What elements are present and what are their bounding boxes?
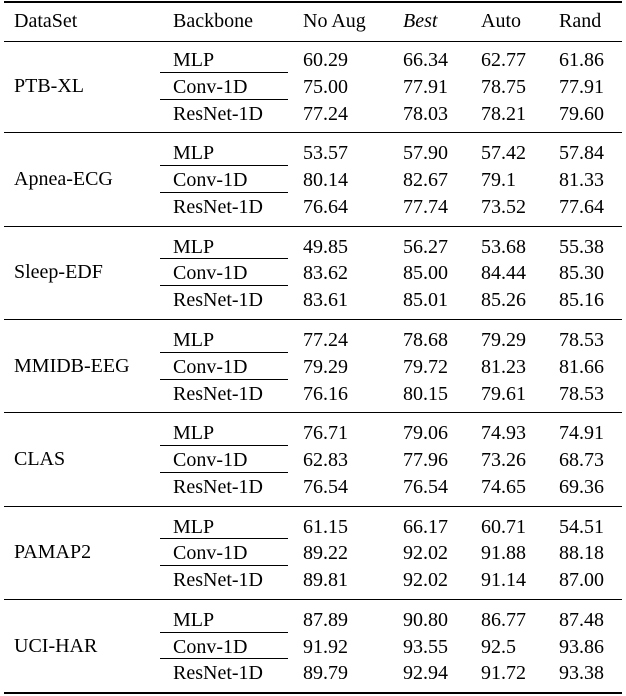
value-cell: 79.72	[403, 355, 448, 378]
backbone-cell: MLP	[173, 422, 215, 445]
backbone-rule	[160, 192, 288, 193]
backbone-rule	[160, 72, 288, 73]
backbone-cell: Conv-1D	[173, 355, 248, 378]
backbone-rule	[160, 658, 288, 659]
value-cell: 57.90	[403, 142, 448, 165]
backbone-rule	[160, 352, 288, 353]
value-cell: 84.44	[481, 262, 526, 285]
value-cell: 87.00	[559, 569, 604, 592]
group-rule	[4, 319, 622, 320]
backbone-rule	[160, 445, 288, 446]
value-cell: 66.34	[403, 49, 448, 71]
value-cell: 85.16	[559, 289, 604, 312]
value-cell: 62.83	[303, 449, 348, 471]
dataset-label: Apnea-ECG	[14, 168, 113, 191]
backbone-cell: MLP	[173, 49, 215, 71]
backbone-rule	[160, 632, 288, 633]
value-cell: 78.03	[403, 102, 448, 125]
backbone-cell: Conv-1D	[173, 262, 248, 285]
dataset-label: MMIDB-EEG	[14, 354, 130, 377]
value-cell: 87.48	[559, 608, 604, 631]
value-cell: 79.06	[403, 422, 448, 445]
value-cell: 76.54	[403, 475, 448, 498]
header-cell: Backbone	[173, 10, 253, 32]
value-cell: 56.27	[403, 235, 448, 258]
backbone-rule	[160, 565, 288, 566]
header-cell: Auto	[481, 10, 521, 32]
value-cell: 83.61	[303, 289, 348, 312]
value-cell: 60.71	[481, 515, 526, 538]
value-cell: 77.91	[403, 75, 448, 98]
backbone-cell: Conv-1D	[173, 542, 248, 565]
value-cell: 78.53	[559, 328, 604, 351]
header-rule	[4, 41, 622, 42]
value-cell: 75.00	[303, 75, 348, 98]
value-cell: 74.93	[481, 422, 526, 445]
value-cell: 93.86	[559, 635, 604, 658]
backbone-cell: Conv-1D	[173, 449, 248, 471]
value-cell: 79.60	[559, 102, 604, 125]
backbone-cell: Conv-1D	[173, 635, 248, 658]
value-cell: 79.29	[481, 328, 526, 351]
value-cell: 77.24	[303, 102, 348, 125]
value-cell: 89.22	[303, 542, 348, 565]
value-cell: 77.64	[559, 195, 604, 218]
value-cell: 76.71	[303, 422, 348, 445]
group-rule	[4, 412, 622, 413]
value-cell: 89.81	[303, 569, 348, 592]
value-cell: 80.14	[303, 169, 348, 192]
value-cell: 76.64	[303, 195, 348, 218]
backbone-rule	[160, 285, 288, 286]
value-cell: 78.75	[481, 75, 526, 98]
bottom-rule	[4, 692, 622, 694]
value-cell: 76.54	[303, 475, 348, 498]
value-cell: 77.24	[303, 328, 348, 351]
value-cell: 83.62	[303, 262, 348, 285]
backbone-cell: MLP	[173, 235, 215, 258]
value-cell: 85.30	[559, 262, 604, 285]
value-cell: 91.92	[303, 635, 348, 658]
backbone-rule	[160, 379, 288, 380]
group-rule	[4, 599, 622, 600]
backbone-cell: MLP	[173, 515, 215, 538]
value-cell: 81.66	[559, 355, 604, 378]
value-cell: 91.14	[481, 569, 526, 592]
value-cell: 86.77	[481, 608, 526, 631]
value-cell: 54.51	[559, 515, 604, 538]
group-rule	[4, 226, 622, 227]
backbone-cell: ResNet-1D	[173, 102, 263, 125]
backbone-cell: Conv-1D	[173, 75, 248, 98]
dataset-label: Sleep-EDF	[14, 261, 103, 284]
backbone-cell: ResNet-1D	[173, 382, 263, 405]
value-cell: 62.77	[481, 49, 526, 71]
value-cell: 78.68	[403, 328, 448, 351]
value-cell: 61.86	[559, 49, 604, 71]
value-cell: 79.61	[481, 382, 526, 405]
backbone-cell: ResNet-1D	[173, 195, 263, 218]
value-cell: 85.01	[403, 289, 448, 312]
backbone-cell: ResNet-1D	[173, 569, 263, 592]
top-rule	[4, 1, 622, 3]
value-cell: 90.80	[403, 608, 448, 631]
backbone-cell: Conv-1D	[173, 169, 248, 192]
value-cell: 81.33	[559, 169, 604, 192]
value-cell: 53.68	[481, 235, 526, 258]
backbone-rule	[160, 99, 288, 100]
value-cell: 88.18	[559, 542, 604, 565]
value-cell: 80.15	[403, 382, 448, 405]
header-cell: No Aug	[303, 10, 366, 32]
group-rule	[4, 132, 622, 133]
backbone-cell: MLP	[173, 142, 215, 165]
value-cell: 78.21	[481, 102, 526, 125]
value-cell: 79.29	[303, 355, 348, 378]
value-cell: 77.74	[403, 195, 448, 218]
value-cell: 87.89	[303, 608, 348, 631]
dataset-label: PAMAP2	[14, 541, 92, 564]
value-cell: 69.36	[559, 475, 604, 498]
value-cell: 85.00	[403, 262, 448, 285]
value-cell: 61.15	[303, 515, 348, 538]
value-cell: 74.65	[481, 475, 526, 498]
value-cell: 66.17	[403, 515, 448, 538]
value-cell: 82.67	[403, 169, 448, 192]
value-cell: 93.38	[559, 662, 604, 685]
value-cell: 74.91	[559, 422, 604, 445]
backbone-rule	[160, 165, 288, 166]
backbone-cell: ResNet-1D	[173, 662, 263, 685]
backbone-cell: ResNet-1D	[173, 475, 263, 498]
value-cell: 81.23	[481, 355, 526, 378]
backbone-cell: MLP	[173, 608, 215, 631]
value-cell: 53.57	[303, 142, 348, 165]
value-cell: 60.29	[303, 49, 348, 71]
header-cell: Best	[403, 10, 438, 32]
value-cell: 76.16	[303, 382, 348, 405]
value-cell: 93.55	[403, 635, 448, 658]
header-cell: Rand	[559, 10, 602, 32]
value-cell: 92.94	[403, 662, 448, 685]
backbone-cell: ResNet-1D	[173, 289, 263, 312]
backbone-rule	[160, 472, 288, 473]
dataset-label: CLAS	[14, 448, 66, 470]
value-cell: 91.88	[481, 542, 526, 565]
header-cell: DataSet	[14, 10, 78, 32]
backbone-cell: MLP	[173, 328, 215, 351]
value-cell: 92.5	[481, 635, 516, 658]
value-cell: 79.1	[481, 169, 516, 192]
value-cell: 57.42	[481, 142, 526, 165]
value-cell: 91.72	[481, 662, 526, 685]
group-rule	[4, 506, 622, 507]
value-cell: 92.02	[403, 542, 448, 565]
value-cell: 49.85	[303, 235, 348, 258]
value-cell: 55.38	[559, 235, 604, 258]
value-cell: 77.96	[403, 449, 448, 471]
dataset-label: UCI-HAR	[14, 634, 98, 657]
value-cell: 68.73	[559, 449, 604, 471]
backbone-rule	[160, 538, 288, 539]
value-cell: 92.02	[403, 569, 448, 592]
value-cell: 73.52	[481, 195, 526, 218]
value-cell: 89.79	[303, 662, 348, 685]
backbone-rule	[160, 258, 288, 259]
value-cell: 85.26	[481, 289, 526, 312]
value-cell: 77.91	[559, 75, 604, 98]
value-cell: 73.26	[481, 449, 526, 471]
dataset-label: PTB-XL	[14, 74, 84, 97]
value-cell: 78.53	[559, 382, 604, 405]
value-cell: 57.84	[559, 142, 604, 165]
